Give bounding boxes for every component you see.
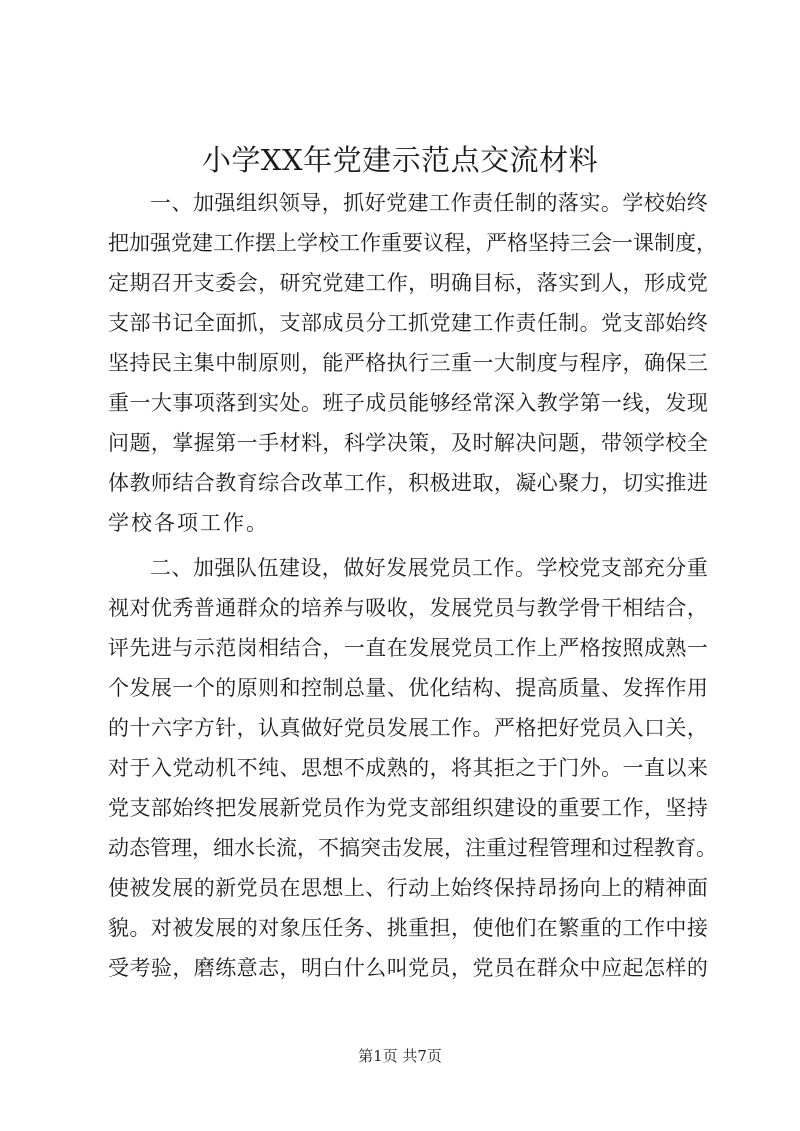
paragraph-line: 定 期 召 开 支 委 会 ， 研 究 党 建 工 作 ， 明 确 目 标 ， 落 实 到 人 ， 形 成 党 <box>108 271 708 295</box>
paragraph-line: 学校各项工作。 <box>108 511 269 535</box>
paragraph-line: 动 态 管 理 ， 细 水 长 流 ， 不 搞 突 击 发 展 ， 注 重 过 程 管 理 和 过 程 教 育 。 <box>108 836 717 860</box>
paragraph-line: 对 于 入 党 动 机 不 纯 、 思 想 不 成 熟 的 ， 将 其 拒 之 于 门 外 。 一 直 以 来 <box>108 756 708 780</box>
document-title: 小学XX年党建示范点交流材料 <box>201 143 599 177</box>
paragraph-line: 问 题 ， 掌 握 第 一 手 材 料 ， 科 学 决 策 ， 及 时 解 决 问 题 ， 带 领 学 校 全 <box>108 431 708 455</box>
paragraph-line: 视 对 优 秀 普 通 群 众 的 培 养 与 吸 收 ， 发 展 党 员 与 教 学 骨 干 相 结 合 ， <box>108 596 708 620</box>
paragraph-line: 二 、 加 强 队 伍 建 设 ， 做 好 发 展 党 员 工 作 。 学 校 党 支 部 充 分 重 <box>150 556 708 580</box>
paragraph-line: 支 部 书 记 全 面 抓 ， 支 部 成 员 分 工 抓 党 建 工 作 责 任 制 。 党 支 部 始 终 <box>108 311 708 335</box>
paragraph-line: 的 十 六 字 方 针 ， 认 真 做 好 党 员 发 展 工 作 。 严 格 把 好 党 员 入 口 关 ， <box>108 716 708 740</box>
paragraph-line: 坚 持 民 主 集 中 制 原 则 ， 能 严 格 执 行 三 重 一 大 制 度 与 程 序 ， 确 保 三 <box>108 351 708 375</box>
paragraph-line: 党 支 部 始 终 把 发 展 新 党 员 作 为 党 支 部 组 织 建 设 的 重 要 工 作 ， 坚 持 <box>108 796 708 820</box>
paragraph-line: 重 一 大 事 项 落 到 实 处 。 班 子 成 员 能 够 经 常 深 入 教 学 第 一 线 ， 发 现 <box>108 391 708 415</box>
paragraph-line: 一 、 加 强 组 织 领 导 ， 抓 好 党 建 工 作 责 任 制 的 落 实 。 学 校 始 终 <box>150 191 708 215</box>
paragraph-line: 个 发 展 一 个 的 原 则 和 控 制 总 量 、 优 化 结 构 、 提 高 质 量 、 发 挥 作 用 <box>108 676 708 700</box>
paragraph-line: 把 加 强 党 建 工 作 摆 上 学 校 工 作 重 要 议 程 ， 严 格 坚 持 三 会 一 课 制 度 ， <box>108 231 717 255</box>
page-footer: 第1页 共7页 <box>358 1047 442 1065</box>
paragraph-line: 使 被 发 展 的 新 党 员 在 思 想 上 、 行 动 上 始 终 保 持 昂 扬 向 上 的 精 神 面 <box>108 876 708 900</box>
paragraph-line: 体 教 师 结 合 教 育 综 合 改 革 工 作 ， 积 极 进 取 ， 凝 心 聚 力 ， 切 实 推 进 <box>108 471 708 495</box>
paragraph-line: 评 先 进 与 示 范 岗 相 结 合 ， 一 直 在 发 展 党 员 工 作 上 严 格 按 照 成 熟 一 <box>108 636 708 660</box>
paragraph-line: 受 考 验 ， 磨 练 意 志 ， 明 白 什 么 叫 党 员 ， 党 员 在 群 众 中 应 起 怎 样 的 <box>108 956 708 980</box>
paragraph-line: 貌 。 对 被 发 展 的 对 象 压 任 务 、 挑 重 担 ， 使 他 们 在 繁 重 的 工 作 中 接 <box>108 916 708 940</box>
